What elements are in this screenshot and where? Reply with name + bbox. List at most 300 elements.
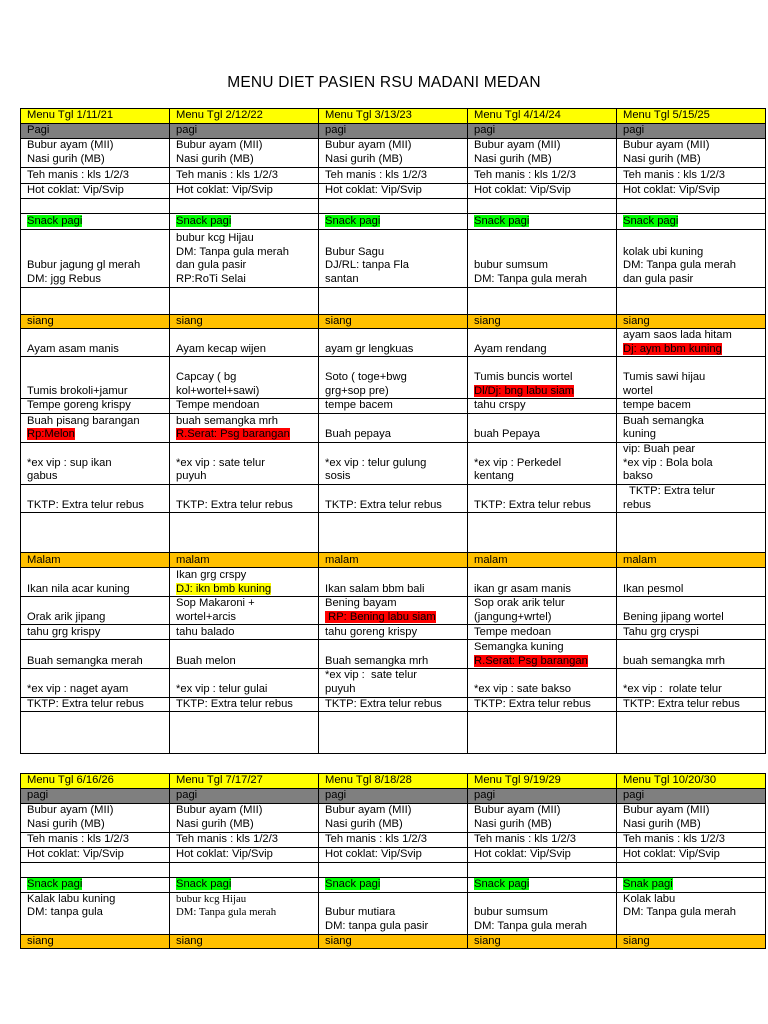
menu-line	[27, 698, 169, 712]
menu-line	[623, 554, 765, 568]
menu-cell	[617, 877, 766, 892]
menu-line	[176, 139, 318, 153]
menu-line	[176, 818, 318, 832]
menu-line	[623, 329, 765, 343]
menu-cell	[468, 213, 617, 229]
menu-cell	[468, 712, 617, 754]
menu-line	[325, 878, 467, 892]
menu-line	[27, 457, 169, 471]
menu-line	[623, 611, 765, 625]
cell-text: Capcay ( bg	[176, 371, 237, 384]
menu-line	[623, 485, 765, 499]
menu-row	[21, 877, 766, 892]
menu-line	[325, 554, 467, 568]
meal-section-row	[21, 789, 766, 804]
menu-cell	[468, 774, 617, 789]
menu-cell	[617, 357, 766, 399]
cell-text: Hot coklat: Vip/Svip	[325, 184, 422, 196]
menu-cell	[319, 934, 468, 949]
cell-text: Soto ( toge+bwg	[325, 371, 407, 384]
menu-row	[21, 832, 766, 847]
cell-text: Ikan salam bbm bali	[325, 582, 425, 595]
menu-row	[21, 329, 766, 357]
menu-line	[176, 583, 318, 597]
cell-text: siang	[176, 314, 203, 327]
cell-text: TKTP: Extra telur rebus	[474, 498, 591, 511]
menu-cell	[468, 198, 617, 213]
cell-text: ayam saos lada hitam	[623, 329, 732, 342]
menu-cell	[21, 442, 170, 484]
menu-line	[474, 611, 616, 625]
menu-line	[27, 878, 169, 892]
cell-text: siang	[623, 934, 650, 947]
menu-line	[176, 428, 318, 442]
menu-line	[27, 259, 169, 273]
cell-text: siang	[325, 934, 352, 947]
menu-line	[176, 789, 318, 803]
menu-line	[176, 470, 318, 484]
menu-cell	[170, 712, 319, 754]
menu-cell	[21, 877, 170, 892]
menu-row	[21, 484, 766, 512]
menu-line	[474, 774, 616, 788]
menu-line	[325, 935, 467, 949]
menu-cell	[319, 399, 468, 414]
menu-cell	[21, 697, 170, 712]
menu-cell	[617, 553, 766, 568]
menu-line	[474, 935, 616, 949]
cell-text: pagi	[623, 789, 645, 801]
menu-cell	[617, 513, 766, 553]
cell-text: Bubur ayam (MII)	[27, 139, 114, 152]
cell-text: TKTP: Extra telur	[623, 484, 715, 497]
cell-text: Tumis buncis wortel	[474, 371, 573, 384]
menu-cell	[319, 123, 468, 138]
menu-line	[176, 655, 318, 669]
cell-text: Bubur ayam (MII)	[474, 139, 561, 152]
cell-text: Ayam rendang	[474, 342, 547, 355]
menu-cell	[468, 138, 617, 167]
menu-cell	[319, 198, 468, 213]
menu-cell	[617, 597, 766, 625]
cell-text: Teh manis : kls 1/2/3	[474, 169, 576, 181]
menu-cell	[21, 123, 170, 138]
cell-text: pagi	[325, 124, 347, 136]
highlighted-text: Snack pagi	[474, 878, 530, 890]
cell-text: Hot coklat: Vip/Svip	[325, 848, 422, 860]
menu-row	[21, 847, 766, 862]
cell-text: Buah semangka	[623, 414, 704, 427]
menu-row	[21, 229, 766, 287]
menu-row	[21, 513, 766, 553]
menu-line	[27, 109, 169, 123]
menu-cell	[617, 229, 766, 287]
menu-cell	[319, 513, 468, 553]
menu-line	[325, 698, 467, 712]
menu-cell	[319, 697, 468, 712]
menu-line	[623, 655, 765, 669]
menu-cell	[468, 183, 617, 198]
highlighted-text: Snack pagi	[176, 878, 232, 890]
menu-cell	[21, 513, 170, 553]
menu-line	[176, 153, 318, 167]
cell-text: Nasi gurih (MB)	[474, 153, 552, 165]
menu-cell	[468, 847, 617, 862]
menu-row	[21, 892, 766, 934]
highlighted-text: Dl/Dj: bng labu siam	[474, 384, 575, 397]
menu-cell	[319, 597, 468, 625]
menu-line	[176, 184, 318, 198]
menu-row	[21, 669, 766, 697]
menu-cell	[617, 568, 766, 597]
menu-line	[623, 399, 765, 413]
cell-text: Bubur ayam (MII)	[176, 804, 263, 817]
menu-line	[325, 789, 467, 803]
menu-cell	[21, 625, 170, 640]
cell-text: Nasi gurih (MB)	[27, 153, 105, 165]
menu-line	[623, 893, 765, 907]
menu-line	[27, 789, 169, 803]
menu-row	[21, 413, 766, 442]
menu-cell	[617, 774, 766, 789]
menu-row	[21, 862, 766, 877]
menu-cell	[468, 625, 617, 640]
cell-text: DM: Tanpa gula merah	[474, 920, 587, 932]
cell-text	[623, 920, 626, 932]
menu-table-week-1	[20, 108, 766, 754]
cell-text: Teh manis : kls 1/2/3	[623, 169, 725, 181]
menu-cell	[170, 934, 319, 949]
menu-line	[27, 184, 169, 198]
menu-line	[176, 215, 318, 229]
menu-cell	[21, 892, 170, 934]
cell-text: Buah pisang barangan	[27, 414, 140, 427]
menu-row	[21, 712, 766, 754]
cell-text: Nasi gurih (MB)	[27, 818, 105, 830]
menu-line	[623, 583, 765, 597]
menu-line	[623, 273, 765, 287]
menu-cell	[319, 442, 468, 484]
cell-text: buah Pepaya	[474, 428, 540, 441]
cell-text: Pagi	[27, 124, 50, 136]
menu-cell	[170, 697, 319, 712]
menu-cell	[170, 109, 319, 124]
cell-text: *ex vip : rolate telur	[623, 682, 722, 695]
menu-line	[474, 259, 616, 273]
menu-line	[474, 184, 616, 198]
menu-row	[21, 442, 766, 484]
menu-cell	[617, 442, 766, 484]
menu-cell	[468, 484, 617, 512]
cell-text: Teh manis : kls 1/2/3	[474, 833, 576, 845]
menu-line	[325, 804, 467, 818]
menu-line	[27, 774, 169, 788]
menu-line	[474, 818, 616, 832]
menu-line	[623, 457, 765, 471]
menu-cell	[468, 357, 617, 399]
menu-line	[325, 683, 467, 697]
meal-section-row	[21, 934, 766, 949]
menu-line	[325, 246, 467, 260]
menu-line	[623, 683, 765, 697]
menu-cell	[170, 892, 319, 934]
menu-line	[176, 611, 318, 625]
highlighted-text: RP: Bening labu siam	[325, 610, 436, 623]
menu-cell	[21, 669, 170, 697]
menu-cell	[170, 803, 319, 832]
menu-cell	[617, 329, 766, 357]
cell-text: pagi	[325, 789, 347, 801]
menu-cell	[468, 934, 617, 949]
menu-line	[27, 833, 169, 847]
menu-cell	[170, 553, 319, 568]
menu-cell	[617, 892, 766, 934]
menu-line	[27, 428, 169, 442]
menu-line	[474, 124, 616, 138]
menu-cell	[617, 712, 766, 754]
cell-text: pagi	[474, 124, 496, 136]
date-header-row	[21, 774, 766, 789]
menu-line	[27, 611, 169, 625]
menu-row	[21, 697, 766, 712]
cell-text: Tumis sawi hijau	[623, 371, 706, 384]
menu-line	[176, 343, 318, 357]
menu-cell	[468, 832, 617, 847]
menu-cell	[170, 357, 319, 399]
cell-text: Malam	[27, 553, 61, 566]
cell-text: Bubur jagung gl merah	[27, 259, 141, 272]
menu-line	[27, 655, 169, 669]
menu-line	[623, 470, 765, 484]
menu-row	[21, 597, 766, 625]
cell-text: Hot coklat: Vip/Svip	[474, 848, 571, 860]
highlighted-text: Snack pagi	[474, 215, 530, 227]
menu-line	[623, 906, 765, 920]
menu-line	[27, 124, 169, 138]
menu-cell	[617, 625, 766, 640]
menu-line	[623, 626, 765, 640]
menu-cell	[170, 877, 319, 892]
cell-text: *ex vip : telur gulung	[325, 456, 427, 469]
menu-cell	[468, 329, 617, 357]
cell-text: Teh manis : kls 1/2/3	[176, 833, 278, 845]
cell-text: buah semangka mrh	[176, 414, 278, 427]
menu-line	[27, 848, 169, 862]
highlighted-text: Dj: aym bbm kuning	[623, 342, 722, 355]
cell-text: sosis	[325, 470, 351, 483]
menu-line	[176, 906, 318, 920]
cell-text: TKTP: Extra telur rebus	[176, 498, 293, 511]
menu-line	[474, 428, 616, 442]
highlighted-text: Snack pagi	[27, 215, 83, 227]
menu-line	[176, 774, 318, 788]
menu-line	[176, 554, 318, 568]
cell-text: Nasi gurih (MB)	[623, 153, 701, 165]
menu-cell	[170, 167, 319, 183]
menu-line	[176, 457, 318, 471]
cell-text: Ikan pesmol	[623, 582, 684, 595]
menu-cell	[617, 669, 766, 697]
menu-cell	[170, 314, 319, 329]
menu-cell	[617, 167, 766, 183]
menu-line	[176, 169, 318, 183]
cell-text: Bubur ayam (MII)	[325, 804, 412, 817]
cell-text: DM: Tanpa gula merah	[474, 273, 587, 285]
menu-cell	[21, 357, 170, 399]
cell-text: ikan gr asam manis	[474, 582, 571, 595]
menu-cell	[319, 712, 468, 754]
menu-line	[474, 499, 616, 513]
menu-line	[176, 315, 318, 329]
cell-text: Menu Tgl 5/15/25	[623, 109, 710, 121]
menu-row	[21, 803, 766, 832]
menu-line	[27, 343, 169, 357]
menu-row	[21, 287, 766, 314]
menu-line	[176, 597, 318, 611]
cell-text: Nasi gurih (MB)	[623, 818, 701, 830]
menu-cell	[319, 314, 468, 329]
menu-cell	[617, 413, 766, 442]
menu-line	[474, 804, 616, 818]
menu-cell	[319, 669, 468, 697]
menu-cell	[170, 513, 319, 553]
cell-text: tahu goreng krispy	[325, 625, 418, 638]
cell-text	[27, 920, 30, 932]
menu-cell	[21, 484, 170, 512]
menu-line	[623, 789, 765, 803]
menu-cell	[319, 862, 468, 877]
menu-cell	[319, 847, 468, 862]
highlighted-text: Snack pagi	[325, 215, 381, 227]
menu-cell	[21, 597, 170, 625]
menu-cell	[21, 109, 170, 124]
menu-line	[474, 470, 616, 484]
menu-cell	[319, 803, 468, 832]
menu-cell	[170, 774, 319, 789]
cell-text: DM: tanpa gula	[27, 906, 103, 919]
highlighted-text: R.Serat: Psg barangan	[474, 654, 588, 667]
menu-cell	[170, 484, 319, 512]
menu-cell	[468, 287, 617, 314]
menu-line	[27, 315, 169, 329]
menu-line	[474, 169, 616, 183]
cell-text: vip: Buah pear	[623, 443, 696, 456]
cell-text: Hot coklat: Vip/Svip	[176, 848, 273, 860]
menu-line	[474, 789, 616, 803]
cell-text: DM: Tanpa gula merah	[176, 906, 277, 919]
menu-cell	[170, 568, 319, 597]
menu-line	[325, 611, 467, 625]
menu-cell	[617, 697, 766, 712]
cell-text: tempe bacem	[623, 399, 691, 412]
menu-cell	[170, 229, 319, 287]
cell-text: Orak arik jipang	[27, 610, 106, 623]
cell-text: Hot coklat: Vip/Svip	[474, 184, 571, 196]
menu-cell	[617, 832, 766, 847]
menu-cell	[21, 329, 170, 357]
menu-line	[474, 597, 616, 611]
cell-text: malam	[474, 553, 508, 566]
menu-line	[623, 848, 765, 862]
menu-cell	[617, 484, 766, 512]
menu-line	[623, 184, 765, 198]
cell-text: Hot coklat: Vip/Svip	[27, 848, 124, 860]
menu-cell	[21, 167, 170, 183]
menu-row	[21, 213, 766, 229]
menu-cell	[468, 597, 617, 625]
cell-text: TKTP: Extra telur rebus	[325, 498, 442, 511]
menu-cell	[617, 789, 766, 804]
menu-cell	[319, 877, 468, 892]
menu-line	[623, 443, 765, 457]
menu-cell	[170, 640, 319, 669]
menu-line	[623, 169, 765, 183]
menu-cell	[319, 183, 468, 198]
cell-text: tahu grg krispy	[27, 625, 101, 638]
cell-text: Menu Tgl 4/14/24	[474, 109, 561, 121]
menu-cell	[21, 229, 170, 287]
menu-line	[623, 774, 765, 788]
menu-line	[474, 583, 616, 597]
highlighted-text: Snack pagi	[623, 215, 679, 227]
menu-row	[21, 198, 766, 213]
cell-text: *ex vip : sate telur	[176, 456, 265, 469]
menu-cell	[319, 357, 468, 399]
menu-cell	[170, 329, 319, 357]
highlighted-text: Snack pagi	[176, 215, 232, 227]
menu-cell	[468, 314, 617, 329]
menu-cell	[21, 138, 170, 167]
cell-text: RP:RoTi Selai	[176, 273, 246, 285]
cell-text: Tempe goreng krispy	[27, 399, 131, 412]
cell-text: tahu crspy	[474, 399, 526, 412]
cell-text: Nasi gurih (MB)	[176, 818, 254, 830]
cell-text: bubur sumsum	[474, 906, 548, 919]
cell-text: TKTP: Extra telur rebus	[623, 697, 740, 710]
menu-cell	[319, 213, 468, 229]
menu-line	[176, 935, 318, 949]
menu-line	[474, 457, 616, 471]
menu-line	[176, 569, 318, 583]
cell-text: Bening jipang wortel	[623, 610, 724, 623]
cell-text: Bubur ayam (MII)	[623, 139, 710, 152]
cell-text: Menu Tgl 3/13/23	[325, 109, 412, 121]
menu-line	[474, 343, 616, 357]
menu-line	[27, 935, 169, 949]
menu-row	[21, 183, 766, 198]
menu-line	[27, 385, 169, 399]
cell-text: Tempe mendoan	[176, 399, 260, 412]
menu-line	[325, 215, 467, 229]
cell-text: pagi	[176, 124, 198, 136]
cell-text: (jangung+wrtel)	[474, 610, 552, 623]
menu-line	[623, 878, 765, 892]
menu-line	[325, 385, 467, 399]
cell-text: Nasi gurih (MB)	[325, 153, 403, 165]
menu-line	[325, 906, 467, 920]
menu-line	[474, 920, 616, 934]
cell-text: Nasi gurih (MB)	[176, 153, 254, 165]
cell-text: pagi	[623, 124, 645, 136]
menu-line	[474, 906, 616, 920]
meal-section-row	[21, 553, 766, 568]
menu-line	[325, 184, 467, 198]
menu-line	[176, 246, 318, 260]
cell-text: puyuh	[176, 470, 207, 483]
cell-text: Hot coklat: Vip/Svip	[27, 184, 124, 196]
cell-text: Teh manis : kls 1/2/3	[623, 833, 725, 845]
menu-cell	[468, 568, 617, 597]
